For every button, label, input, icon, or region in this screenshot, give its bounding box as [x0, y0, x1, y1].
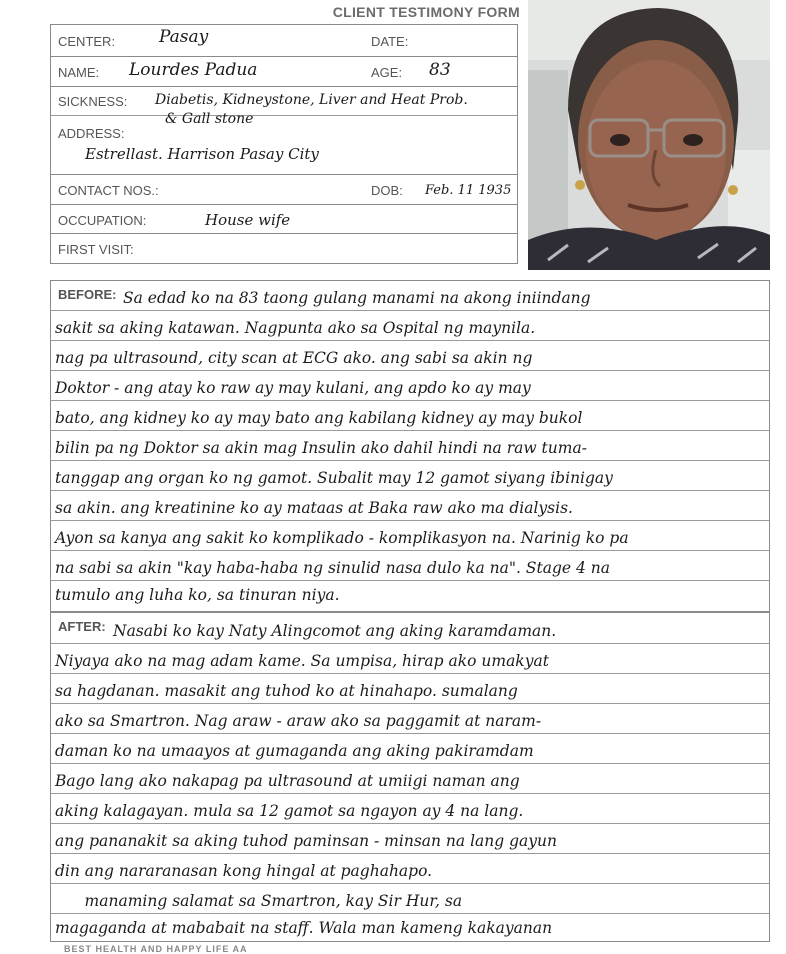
ruled-line: [51, 520, 769, 521]
dob-label: DOB:: [371, 183, 403, 198]
ruled-line: [51, 400, 769, 401]
date-label: DATE:: [371, 34, 409, 49]
before-label: BEFORE:: [58, 287, 117, 302]
after-line: din ang nararanasan kong hingal at paghahapo.: [55, 862, 433, 880]
ruled-line: [51, 673, 769, 674]
before-line: tanggap ang organ ko ng gamot. Subalit may 12 gamot siyang ibinigay: [55, 469, 613, 487]
after-line: manaming salamat sa Smartron, kay Sir Hur, sa: [55, 892, 463, 910]
before-line: bato, ang kidney ko ay may bato ang kabilang kidney ay may bukol: [55, 409, 583, 427]
client-info-table: [50, 24, 518, 264]
ruled-line: [51, 913, 769, 914]
ruled-line: [51, 853, 769, 854]
age-label: AGE:: [371, 65, 403, 80]
age-value: 83: [429, 60, 451, 80]
sickness-value-continued: & Gall stone: [165, 111, 254, 127]
address-value: Estrellast. Harrison Pasay City: [85, 145, 319, 163]
before-line: na sabi sa akin "kay haba-haba ng sinulid nasa dulo ka na". Stage 4 na: [55, 559, 610, 577]
center-label: CENTER:: [58, 34, 116, 49]
row-name: [51, 57, 517, 87]
first-visit-label: FIRST VISIT:: [58, 242, 134, 257]
row-center: [51, 25, 517, 57]
ruled-line: [51, 340, 769, 341]
name-value: Lourdes Padua: [129, 60, 258, 80]
row-sickness: [51, 87, 517, 115]
after-line: ang pananakit sa aking tuhod paminsan - minsan na lang gayun: [55, 832, 557, 850]
before-line: Sa edad ko na 83 taong gulang manami na akong iniindang: [123, 289, 591, 307]
ruled-line: [51, 823, 769, 824]
ruled-line: [51, 883, 769, 884]
occupation-label: OCCUPATION:: [58, 213, 147, 228]
occupation-value: House wife: [205, 211, 291, 229]
after-line: aking kalagayan. mula sa 12 gamot sa ngayon ay 4 na lang.: [55, 802, 524, 820]
contact-label: CONTACT NOS.:: [58, 183, 159, 198]
client-photo: [528, 0, 770, 270]
after-line: daman ko na umaayos at gumaganda ang aking pakiramdam: [55, 742, 534, 760]
before-line: nag pa ultrasound, city scan at ECG ako. ang sabi sa akin ng: [55, 349, 533, 367]
ruled-line: [51, 370, 769, 371]
after-label: AFTER:: [58, 619, 106, 634]
ruled-line: [51, 793, 769, 794]
before-line: bilin pa ng Doktor sa akin mag Insulin ako dahil hindi na raw tuma-: [55, 439, 587, 457]
ruled-line: [51, 550, 769, 551]
before-section: [50, 280, 770, 612]
sickness-value: Diabetis, Kidneystone, Liver and Heat Prob.: [155, 92, 468, 108]
before-line: sa akin. ang kreatinine ko ay mataas at Baka raw ako ma dialysis.: [55, 499, 573, 517]
center-value: Pasay: [159, 27, 209, 47]
before-line: Ayon sa kanya ang sakit ko komplikado - komplikasyon na. Narinig ko pa: [55, 529, 629, 547]
before-line: sakit sa aking katawan. Nagpunta ako sa Ospital ng maynila.: [55, 319, 536, 337]
after-line: Bago lang ako nakapag pa ultrasound at umiigi naman ang: [55, 772, 520, 790]
after-line: ako sa Smartron. Nag araw - araw ako sa paggamit at naram-: [55, 712, 542, 730]
ruled-line: [51, 580, 769, 581]
portrait-image: [528, 0, 770, 270]
form-title: CLIENT TESTIMONY FORM: [332, 4, 520, 20]
name-label: NAME:: [58, 65, 100, 80]
sickness-label: SICKNESS:: [58, 94, 128, 109]
row-occupation: [51, 205, 517, 234]
dob-value: Feb. 11 1935: [425, 183, 512, 198]
ruled-line: [51, 733, 769, 734]
ruled-line: [51, 490, 769, 491]
after-line: Niyaya ako na mag adam kame. Sa umpisa, hirap ako umakyat: [55, 652, 549, 670]
ruled-line: [51, 460, 769, 461]
before-line: Doktor - ang atay ko raw ay may kulani, ang apdo ko ay may: [55, 379, 531, 397]
ruled-line: [51, 643, 769, 644]
ruled-line: [51, 310, 769, 311]
after-section: [50, 612, 770, 942]
after-line: magaganda at mababait na staff. Wala man kameng kakayanan: [55, 919, 553, 937]
address-label: ADDRESS:: [58, 126, 125, 141]
row-first-visit: [51, 234, 517, 264]
before-line: tumulo ang luha ko, sa tinuran niya.: [55, 586, 340, 604]
ruled-line: [51, 430, 769, 431]
after-line: sa hagdanan. masakit ang tuhod ko at hinahapo. sumalang: [55, 682, 518, 700]
row-contact: [51, 175, 517, 205]
footer-text: BEST HEALTH AND HAPPY LIFE AA: [64, 944, 248, 954]
row-address: [51, 111, 517, 175]
ruled-line: [51, 703, 769, 704]
ruled-line: [51, 763, 769, 764]
after-line: Nasabi ko kay Naty Alingcomot ang aking karamdaman.: [113, 622, 557, 640]
